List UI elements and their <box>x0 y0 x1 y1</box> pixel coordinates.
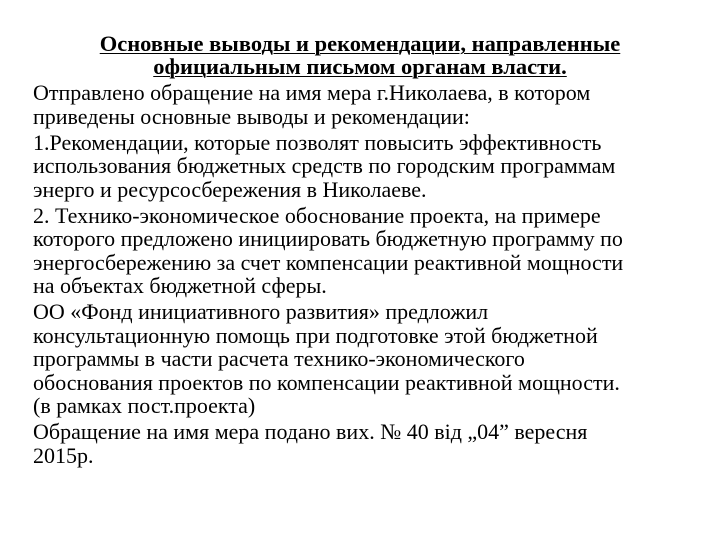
paragraph-submission <box>33 420 705 467</box>
text-line: 2. Технико-экономическое обоснование проекта, на примере <box>33 202 601 228</box>
paragraph-fund-offer <box>33 300 705 418</box>
slide-title <box>40 32 680 78</box>
text-line: энерго и ресурсосбережения в Николаеве. <box>33 176 427 202</box>
text-line: на объектах бюджетной сферы. <box>33 273 327 298</box>
text-line: (в рамках пост.проекта) <box>33 393 256 418</box>
text-line: обоснования проектов по компенсации реактивной мощности. <box>33 369 620 395</box>
text-line: приведены основные выводы и рекомендации: <box>33 103 470 129</box>
text-line: 2015р. <box>33 442 94 468</box>
text-line: консультационную помощь при подготовке этой бюджетной <box>33 322 598 348</box>
text-line: Обращение на имя мера подано вих. № 40 від „04” вересня <box>33 419 588 444</box>
text-line: использования бюджетных средств по городским программам <box>33 153 616 178</box>
paragraph-intro <box>33 81 705 128</box>
slide-body <box>33 81 705 470</box>
text-line: программы в части расчета технико-экономического <box>33 346 525 371</box>
title-line: официальным письмом органам власти. <box>153 54 567 79</box>
text-line: которого предложено инициировать бюджетную программу по <box>33 226 623 251</box>
text-line: ОО «Фонд инициативного развития» предложил <box>33 299 489 324</box>
text-line: 1.Рекомендации, которые позволят повысить эффективность <box>33 129 602 155</box>
title-line: Основные выводы и рекомендации, направленные <box>99 31 621 56</box>
text-line: энергосбережению за счет компенсации реактивной мощности <box>33 249 624 275</box>
paragraph-recommendations <box>33 131 705 202</box>
text-line: Отправлено обращение на имя мера г.Николаева, в котором <box>33 80 591 105</box>
paragraph-feasibility-study <box>33 204 705 298</box>
